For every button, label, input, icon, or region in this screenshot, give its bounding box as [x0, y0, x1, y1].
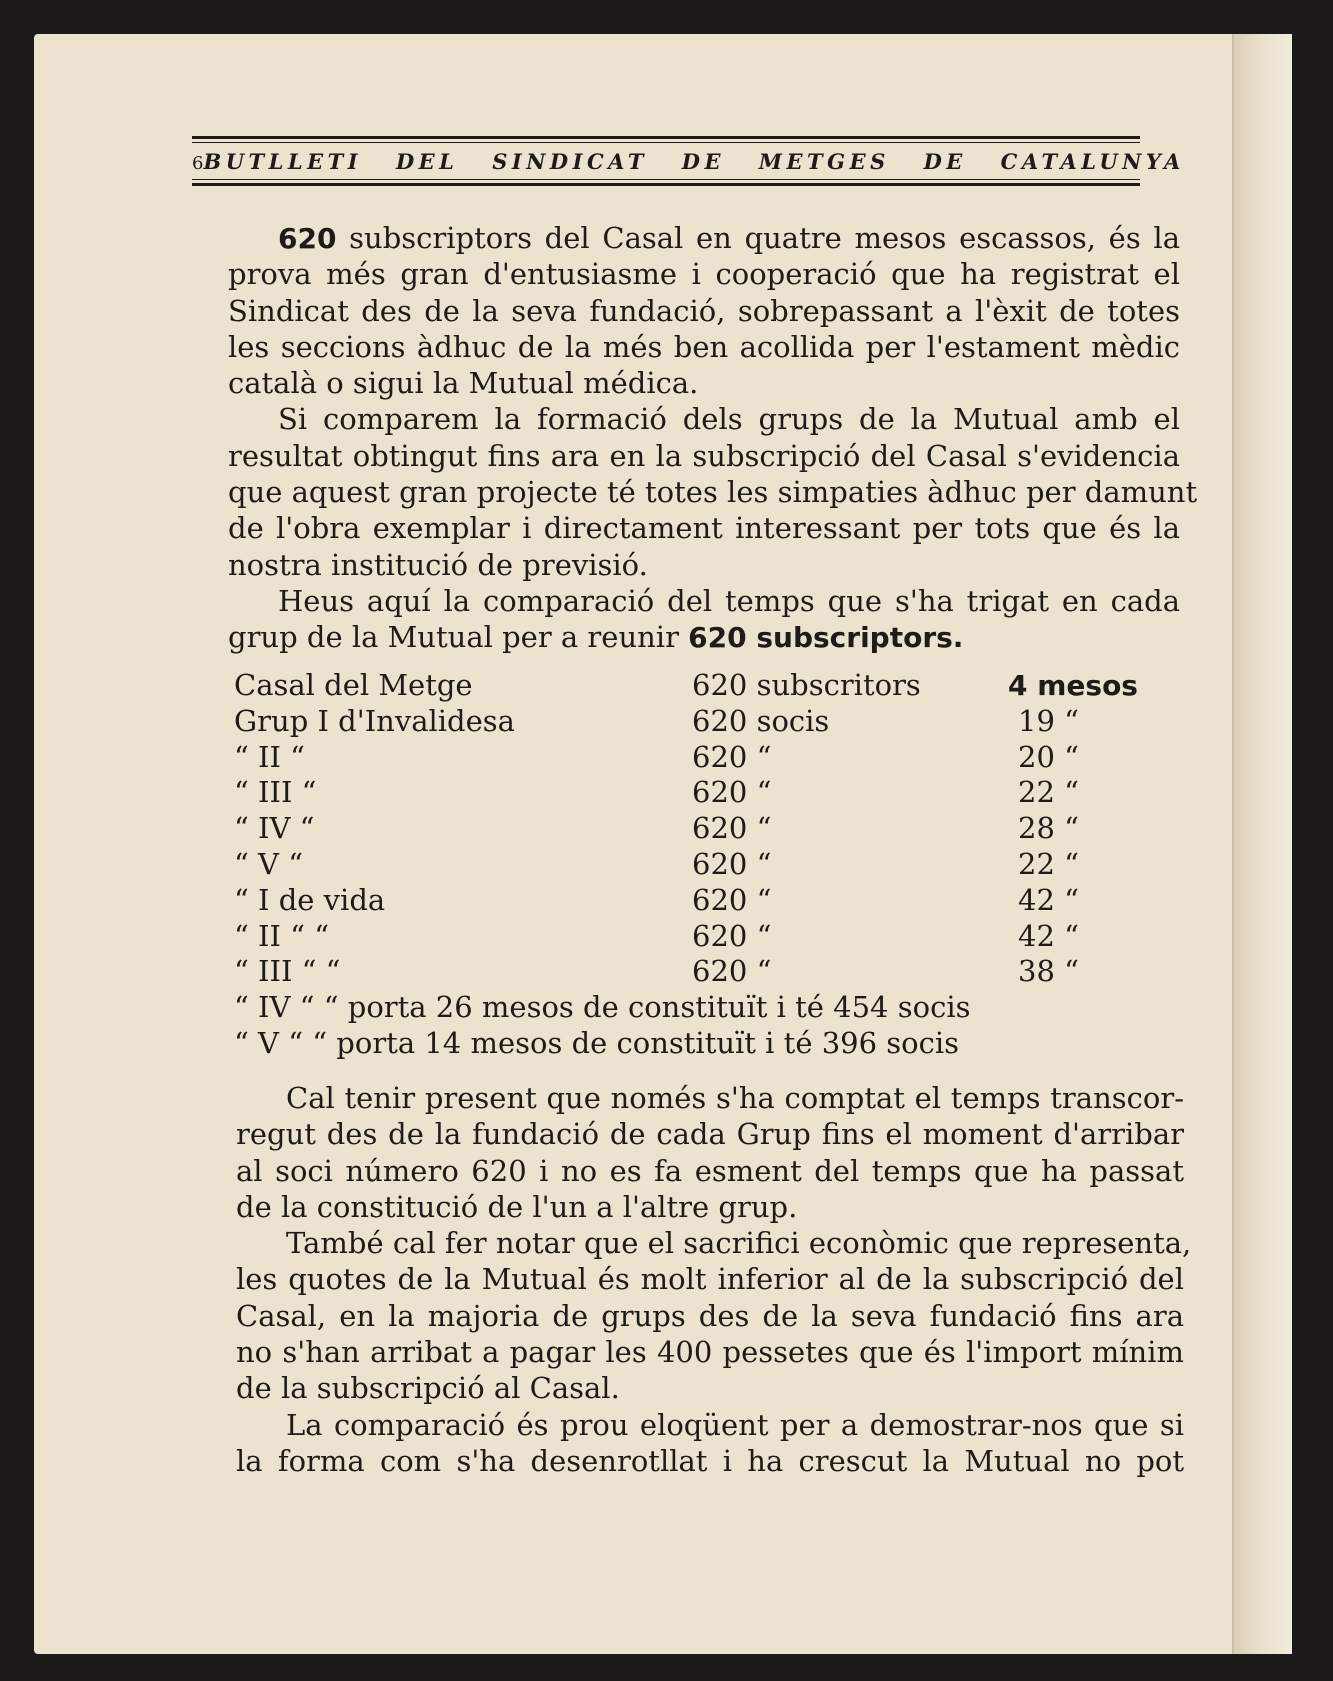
next-page-edge [1232, 34, 1292, 1654]
time-cell: 19 “ [1018, 703, 1079, 738]
text-line: Si comparem la formació dels grups de la Mutual amb el [278, 402, 1180, 437]
text-line: resultat obtingut fins ara en la subscripció del Casal s'evidencia [228, 438, 1180, 473]
group-cell: “ III “ [234, 775, 317, 810]
text-line: grup de la Mutual per a reunir 620 subscriptors. [228, 620, 964, 655]
text-line: També cal fer notar que el sacrifici econòmic que representa, [286, 1226, 1192, 1261]
text-line: que aquest gran projecte té totes les simpaties àdhuc per damunt [228, 475, 1198, 510]
members-cell: 620 socis [692, 703, 830, 738]
table-row [230, 883, 1180, 919]
group-cell: “ II “ “ [234, 918, 330, 953]
group-cell: “ V “ [234, 846, 304, 881]
header-rule-top-thin [192, 142, 1140, 143]
body-text-top [228, 220, 1198, 656]
text-line: La comparació és prou eloqüent per a demostrar-nos que si [286, 1407, 1184, 1442]
time-cell: 28 “ [1018, 811, 1079, 846]
time-cell: 20 “ [1018, 739, 1079, 774]
text-line: Cal tenir present que només s'ha comptat el temps transcor- [286, 1081, 1184, 1115]
time-cell: 42 “ [1018, 882, 1079, 917]
running-header [192, 136, 1185, 186]
time-cell: 42 “ [1018, 918, 1079, 953]
table-note-row [230, 990, 1180, 1026]
text-line: nostra institució de previsió. [228, 547, 648, 582]
comparison-table [230, 668, 1180, 1062]
header-rule-bottom [192, 183, 1140, 186]
members-cell: 620 “ [692, 811, 772, 846]
group-cell: “ II “ [234, 739, 305, 774]
table-row [230, 668, 1180, 704]
text-line: de l'obra exemplar i directament interessant per tots que és la [228, 511, 1180, 546]
table-note-row [230, 1026, 1180, 1062]
members-cell: 620 “ [692, 739, 772, 774]
time-cell: 22 “ [1018, 846, 1079, 881]
bold-figure: 620 [278, 222, 337, 255]
text-line: Sindicat des de la seva fundació, sobrepassant a l'èxit de totes [228, 293, 1180, 328]
text-line: Heus aquí la comparació del temps que s'ha trigat en cada [278, 583, 1180, 618]
note-cell: “ IV “ “ porta 26 mesos de constituït i té 454 socis [234, 990, 971, 1025]
table-row [230, 740, 1180, 776]
text-line: al soci número 620 i no es fa esment del temps que ha passat [236, 1153, 1184, 1188]
text-line: 620 subscriptors del Casal en quatre mesos escassos, és la [278, 221, 1180, 255]
text-line: les seccions àdhuc de la més ben acollida per l'estament mèdic [228, 329, 1180, 364]
table-row [230, 775, 1180, 811]
text-line: de la subscripció al Casal. [236, 1371, 620, 1406]
text-line: les quotes de la Mutual és molt inferior al de la subscripció del [236, 1262, 1184, 1297]
text-line: català o sigui la Mutual médica. [228, 366, 699, 401]
group-cell: “ IV “ [234, 811, 315, 846]
members-cell: 620 “ [692, 918, 772, 953]
time-cell: 4 mesos [1008, 669, 1138, 702]
header-rule-top [192, 136, 1140, 139]
text-line: no s'han arribat a pagar les 400 pessetes que és l'import mínim [236, 1335, 1184, 1370]
bold-phrase: 620 subscriptors. [688, 621, 964, 655]
members-cell: 620 “ [692, 775, 772, 810]
members-cell: 620 subscritors [692, 668, 921, 702]
members-cell: 620 “ [692, 954, 772, 989]
header-rule-bottom-thin [192, 179, 1140, 180]
page-number: 6 [192, 153, 204, 174]
table-row [230, 919, 1180, 955]
members-cell: 620 “ [692, 882, 772, 917]
time-cell: 22 “ [1018, 775, 1079, 810]
table-row [230, 811, 1180, 847]
body-text-bottom [236, 1080, 1192, 1479]
members-cell: 620 “ [692, 846, 772, 881]
table-row [230, 847, 1180, 883]
text-line: de la constitució de l'un a l'altre grup. [236, 1189, 798, 1224]
table-row [230, 704, 1180, 740]
group-cell: “ I de vida [234, 882, 386, 917]
text-line: prova més gran d'entusiasme i cooperació que ha registrat el [228, 257, 1180, 292]
text-line: regut des de la fundació de cada Grup fins el moment d'arribar [236, 1117, 1184, 1152]
running-title: BUTLLETI DEL SINDICAT DE METGES DE CATALUNYA [203, 149, 1185, 174]
note-cell: “ V “ “ porta 14 mesos de constituït i té 396 socis [234, 1025, 960, 1060]
group-cell: Casal del Metge [234, 668, 473, 702]
table-row [230, 954, 1180, 990]
time-cell: 38 “ [1018, 954, 1079, 989]
text-line: Casal, en la majoria de grups des de la seva fundació fins ara [236, 1298, 1184, 1333]
group-cell: Grup I d'Invalidesa [234, 703, 515, 738]
text-line: la forma com s'ha desenrotllat i ha crescut la Mutual no pot [236, 1443, 1184, 1478]
group-cell: “ III “ “ [234, 954, 341, 989]
